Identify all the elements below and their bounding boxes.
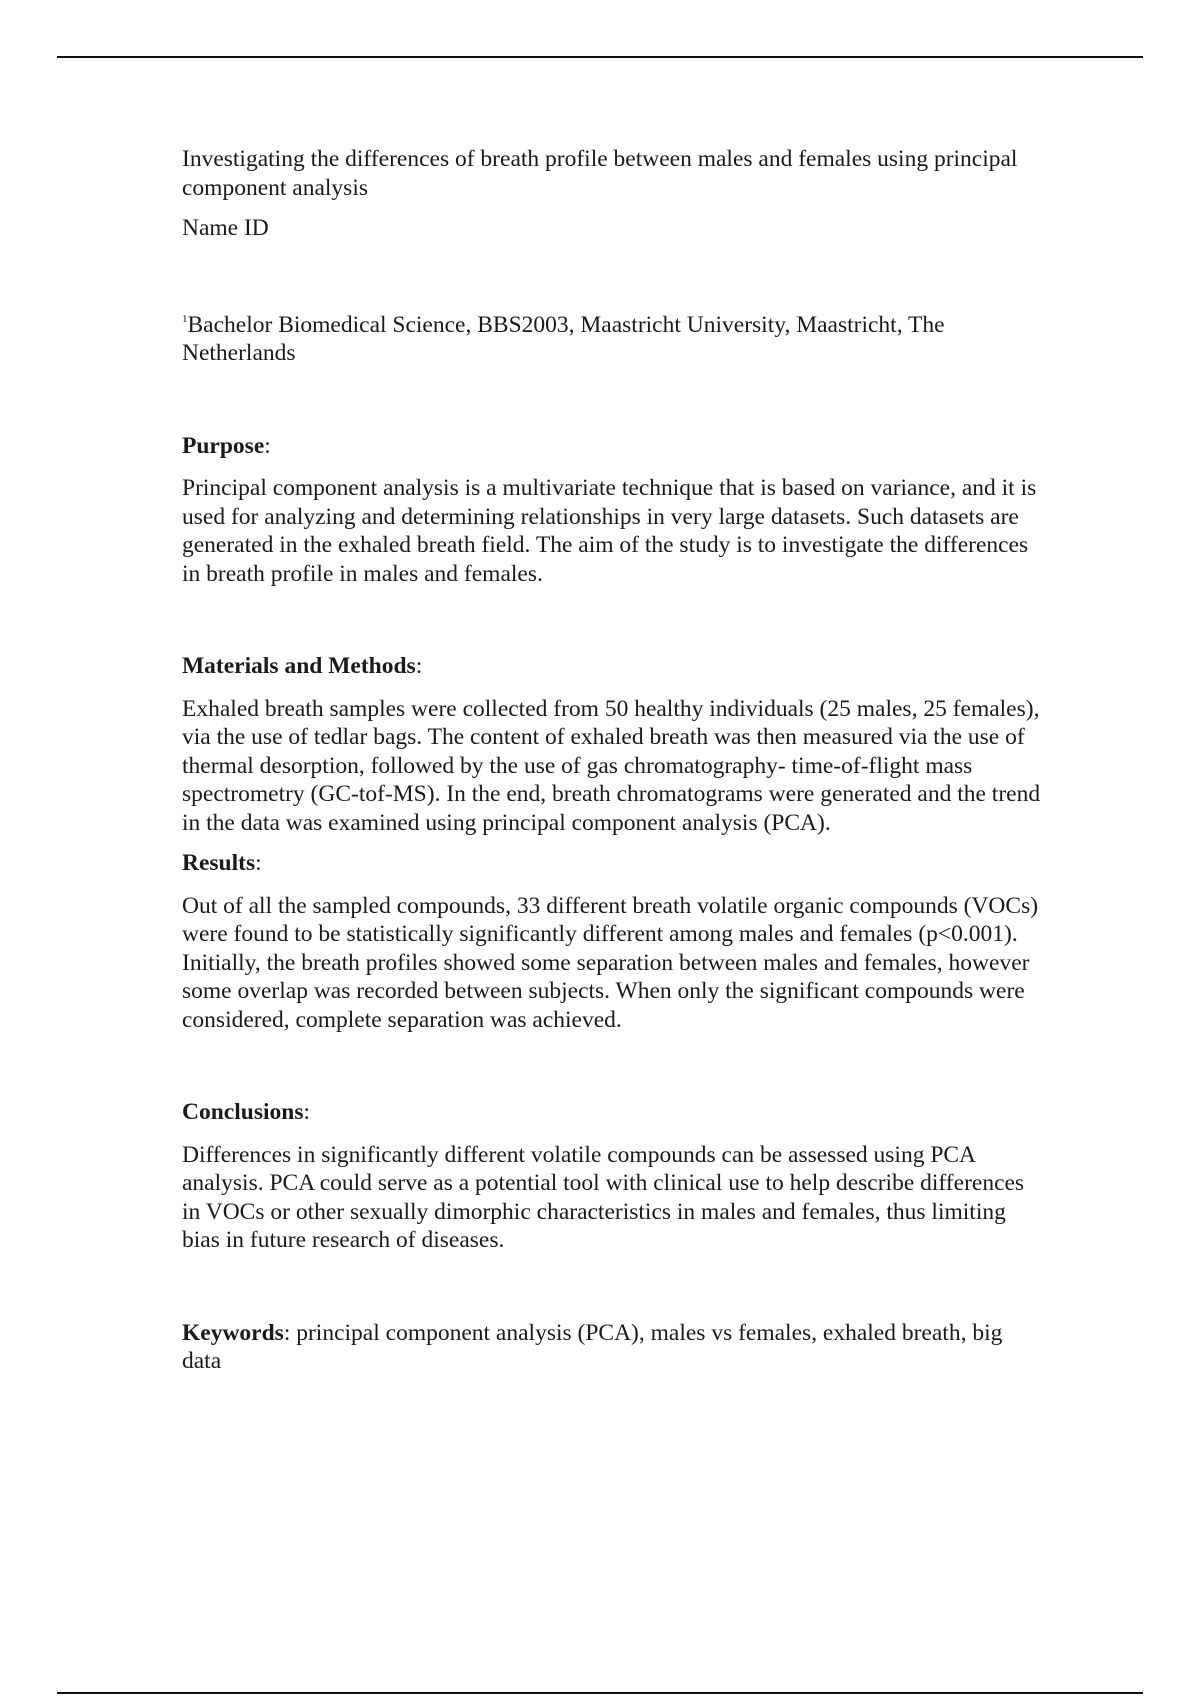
- conclusions-body: Differences in significantly different volatile compounds can be assessed using PCA analysis. PCA could serve as a potential tool with clinical use to help describe differences in VOCs or other sexually dimorphic characteristics in males and females, thus limiting bias in future research of diseases.: [182, 1141, 1025, 1253]
- affiliation: [182, 311, 1042, 368]
- abstract-title: Investigating the differences of breath profile between males and females using principal component analysis: [182, 146, 1018, 201]
- purpose-heading-label: Purpose: [182, 432, 265, 459]
- keywords-colon: :: [283, 1319, 291, 1346]
- methods-heading: [182, 652, 1042, 681]
- author-name-placeholder: Name ID: [182, 215, 269, 241]
- results-heading-label: Results: [182, 850, 256, 876]
- keywords: [182, 1319, 1042, 1376]
- methods-heading-label: Materials and Methods: [182, 653, 416, 679]
- keywords-label: Keywords: [182, 1319, 284, 1346]
- purpose-heading-colon: :: [264, 432, 271, 459]
- abstract-page: [182, 145, 1042, 1376]
- footer-rule: [57, 1692, 1143, 1694]
- results-heading-colon: :: [255, 850, 262, 876]
- keywords-list: principal component analysis (PCA), males vs females, exhaled breath, big data: [182, 1319, 1003, 1374]
- results-heading: [182, 849, 1042, 878]
- conclusions-heading-colon: :: [303, 1099, 310, 1125]
- methods-heading-colon: :: [415, 653, 423, 679]
- conclusions-heading-label: Conclusions: [182, 1099, 304, 1125]
- affiliation-marker: 1: [182, 312, 188, 325]
- purpose-body: Principal component analysis is a multivariate technique that is based on variance, and it is used for analyzing and determining relationships in very large datasets. Such datasets are generated in the exhaled breath field. The aim of the study is to investigate the differences in breath profile in males and females.: [182, 475, 1037, 587]
- methods-body: Exhaled breath samples were collected from 50 healthy individuals (25 males, 25 females), via the use of tedlar bags. The content of exhaled breath was then measured via the use of thermal desorption, followed by the use of gas chromatography- time-of-flight mass spectrometry (GC-tof-MS). In the end, breath chromatograms were generated and the trend in the data was examined using principal component analysis (PCA).: [182, 695, 1041, 836]
- results-body: Out of all the sampled compounds, 33 different breath volatile organic compounds (VOCs) were found to be statistically significantly different among males and females (p<0.001). Initially, the breath profiles showed some separation between males and females, however some overlap was recorded between subjects. When only the significant compounds were considered, complete separation was achieved.: [182, 892, 1039, 1033]
- purpose-heading: [182, 432, 1042, 461]
- header-rule: [57, 56, 1143, 58]
- conclusions-heading: [182, 1098, 1042, 1127]
- affiliation-text: Bachelor Biomedical Science, BBS2003, Maastricht University, Maastricht, The Netherlands: [182, 311, 945, 366]
